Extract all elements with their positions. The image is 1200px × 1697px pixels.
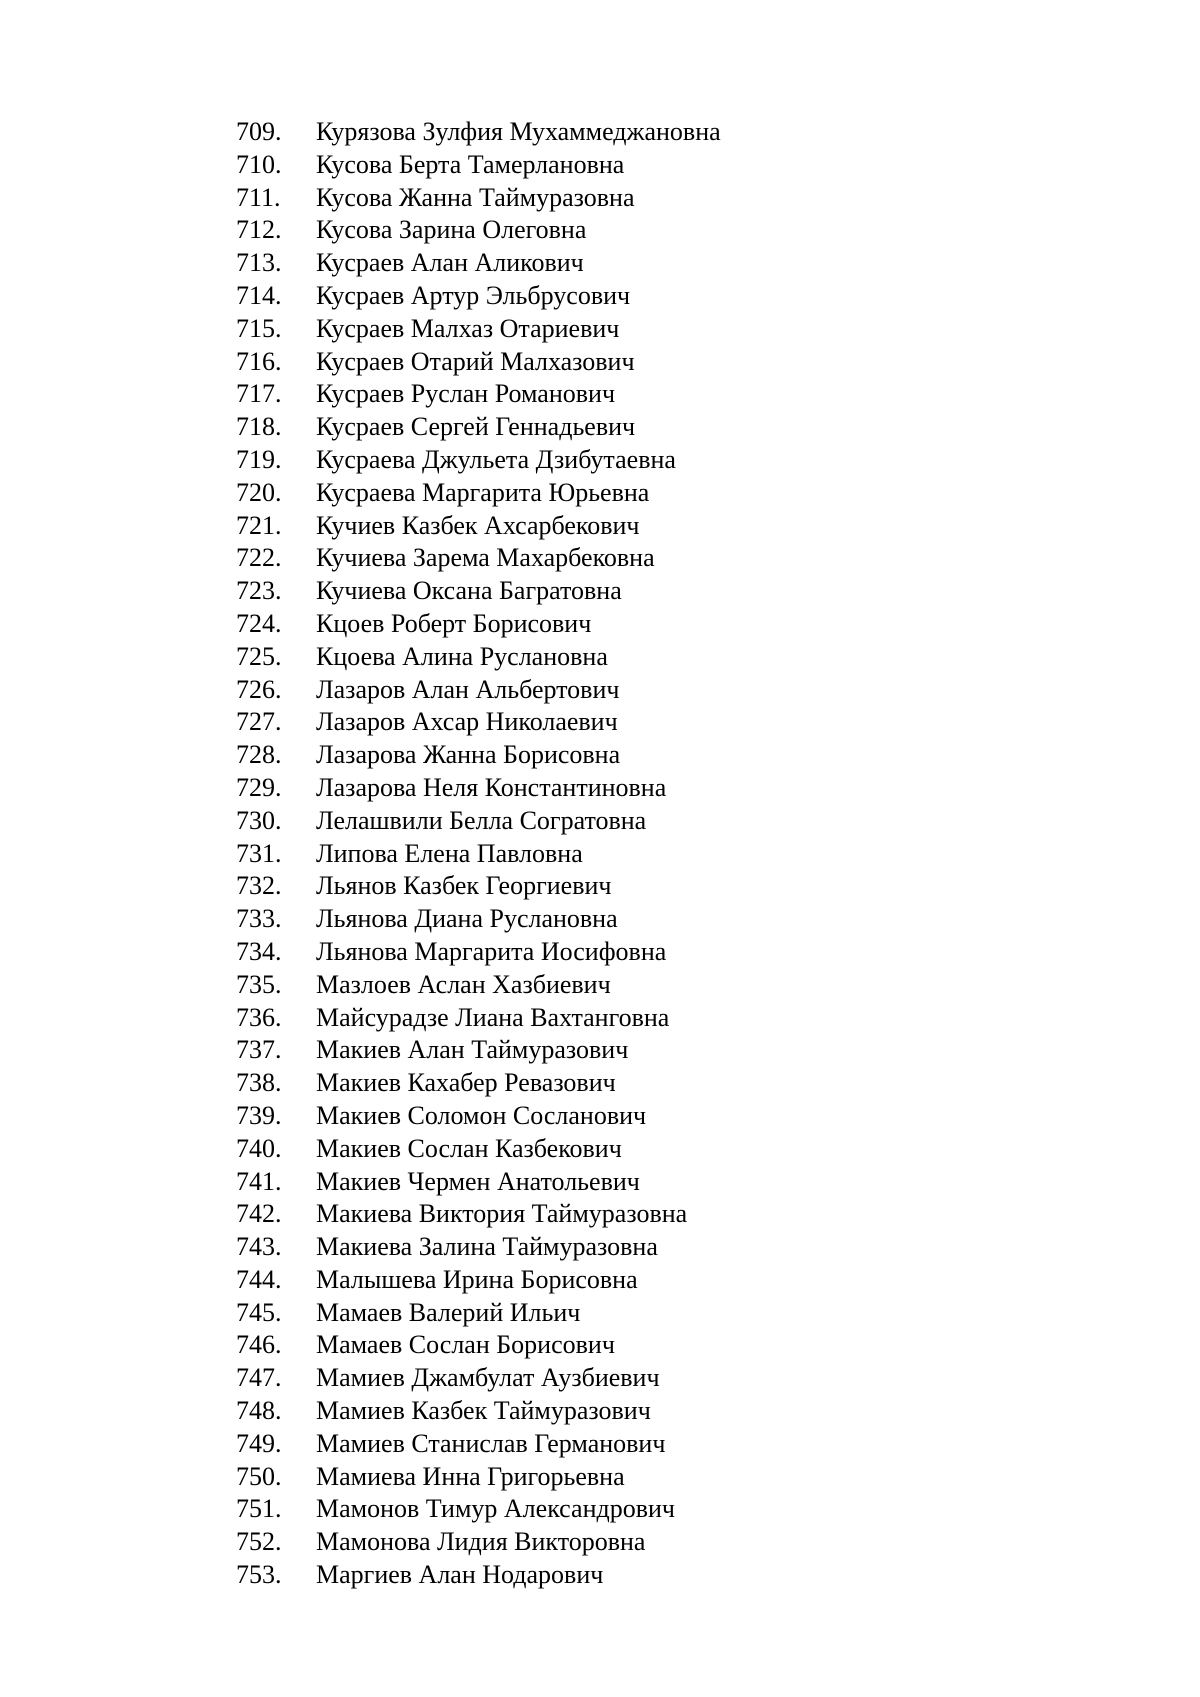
- person-name: Кцоева Алина Руслановна: [316, 641, 608, 671]
- list-item: [0, 280, 1200, 313]
- list-item: [0, 1428, 1200, 1461]
- item-number: 749.: [236, 1428, 282, 1458]
- item-number: 745.: [236, 1297, 282, 1327]
- list-item: [0, 674, 1200, 707]
- person-name: Макиев Соломон Сосланович: [316, 1100, 647, 1130]
- person-name: Кцоев Роберт Борисович: [316, 608, 592, 638]
- person-name: Макиев Чермен Анатольевич: [316, 1166, 640, 1196]
- person-name: Мамиев Казбек Таймуразович: [316, 1396, 651, 1426]
- person-name: Макиев Кахабер Ревазович: [316, 1068, 616, 1098]
- list-item: [0, 214, 1200, 247]
- list-item: [0, 1264, 1200, 1297]
- item-number: 736.: [236, 1002, 282, 1032]
- person-name: Лазарова Жанна Борисовна: [316, 740, 621, 770]
- person-name: Мамиева Инна Григорьевна: [316, 1461, 625, 1491]
- list-item: [0, 1461, 1200, 1494]
- person-name: Мазлоев Аслан Хазбиевич: [316, 969, 611, 999]
- item-number: 751.: [236, 1494, 282, 1524]
- list-item: [0, 510, 1200, 543]
- item-number: 730.: [236, 805, 282, 835]
- person-name: Мамаев Валерий Ильич: [316, 1297, 581, 1327]
- list-item: [0, 346, 1200, 379]
- item-number: 711.: [236, 182, 281, 212]
- list-item: [0, 313, 1200, 346]
- person-name: Льянов Казбек Георгиевич: [316, 871, 612, 901]
- list-item: [0, 1395, 1200, 1428]
- item-number: 727.: [236, 707, 282, 737]
- person-name: Мамаев Сослан Борисович: [316, 1330, 615, 1360]
- person-name: Мамонова Лидия Викторовна: [316, 1527, 646, 1557]
- name-list: [0, 116, 1200, 1592]
- list-item: [0, 739, 1200, 772]
- person-name: Кусова Зарина Олеговна: [316, 215, 587, 245]
- list-item: [0, 608, 1200, 641]
- item-number: 723.: [236, 576, 282, 606]
- item-number: 726.: [236, 674, 282, 704]
- person-name: Мамиев Джамбулат Аузбиевич: [316, 1363, 660, 1393]
- list-item: [0, 149, 1200, 182]
- item-number: 718.: [236, 412, 282, 442]
- list-item: [0, 641, 1200, 674]
- person-name: Лазаров Ахсар Николаевич: [316, 707, 618, 737]
- person-name: Мамонов Тимур Александрович: [316, 1494, 675, 1524]
- person-name: Кусраева Маргарита Юрьевна: [316, 477, 650, 507]
- item-number: 743.: [236, 1232, 282, 1262]
- item-number: 748.: [236, 1396, 282, 1426]
- person-name: Кусова Берта Тамерлановна: [316, 149, 625, 179]
- person-name: Кусраева Джульета Дзибутаевна: [316, 444, 676, 474]
- list-item: [0, 936, 1200, 969]
- person-name: Кусраев Малхаз Отариевич: [316, 313, 620, 343]
- person-name: Кучиева Оксана Багратовна: [316, 576, 622, 606]
- item-number: 737.: [236, 1035, 282, 1065]
- list-item: [0, 1166, 1200, 1199]
- person-name: Кусова Жанна Таймуразовна: [316, 182, 635, 212]
- list-item: [0, 1067, 1200, 1100]
- item-number: 731.: [236, 838, 282, 868]
- item-number: 734.: [236, 936, 282, 966]
- item-number: 744.: [236, 1264, 282, 1294]
- item-number: 742.: [236, 1199, 282, 1229]
- list-item: [0, 247, 1200, 280]
- person-name: Майсурадзе Лиана Вахтанговна: [316, 1002, 670, 1032]
- item-number: 720.: [236, 477, 282, 507]
- list-item: [0, 477, 1200, 510]
- item-number: 741.: [236, 1166, 282, 1196]
- item-number: 719.: [236, 444, 282, 474]
- person-name: Макиева Залина Таймуразовна: [316, 1232, 658, 1262]
- item-number: 733.: [236, 904, 282, 934]
- person-name: Кусраев Отарий Малхазович: [316, 346, 635, 376]
- item-number: 710.: [236, 149, 282, 179]
- list-item: [0, 1362, 1200, 1395]
- item-number: 746.: [236, 1330, 282, 1360]
- item-number: 715.: [236, 313, 282, 343]
- item-number: 713.: [236, 248, 282, 278]
- person-name: Малышева Ирина Борисовна: [316, 1264, 638, 1294]
- list-item: [0, 1231, 1200, 1264]
- list-item: [0, 706, 1200, 739]
- list-item: [0, 444, 1200, 477]
- list-item: [0, 870, 1200, 903]
- item-number: 716.: [236, 346, 282, 376]
- list-item: [0, 838, 1200, 871]
- item-number: 740.: [236, 1133, 282, 1163]
- list-item: [0, 411, 1200, 444]
- person-name: Кучиева Зарема Махарбековна: [316, 543, 655, 573]
- item-number: 717.: [236, 379, 282, 409]
- item-number: 735.: [236, 969, 282, 999]
- list-item: [0, 378, 1200, 411]
- list-item: [0, 1002, 1200, 1035]
- item-number: 732.: [236, 871, 282, 901]
- item-number: 721.: [236, 510, 282, 540]
- list-item: [0, 1493, 1200, 1526]
- person-name: Мамиев Станислав Германович: [316, 1428, 666, 1458]
- person-name: Лазаров Алан Альбертович: [316, 674, 620, 704]
- list-item: [0, 1559, 1200, 1592]
- list-item: [0, 1034, 1200, 1067]
- list-item: [0, 1198, 1200, 1231]
- list-item: [0, 542, 1200, 575]
- list-item: [0, 1329, 1200, 1362]
- list-item: [0, 969, 1200, 1002]
- item-number: 747.: [236, 1363, 282, 1393]
- person-name: Льянова Диана Руслановна: [316, 904, 618, 934]
- item-number: 709.: [236, 117, 282, 146]
- item-number: 714.: [236, 280, 282, 310]
- list-item: [0, 116, 1200, 149]
- list-item: [0, 1133, 1200, 1166]
- item-number: 724.: [236, 608, 282, 638]
- person-name: Маргиев Алан Нодарович: [316, 1560, 604, 1590]
- person-name: Кучиев Казбек Ахсарбекович: [316, 510, 640, 540]
- item-number: 752.: [236, 1527, 282, 1557]
- person-name: Кусраев Руслан Романович: [316, 379, 616, 409]
- list-item: [0, 182, 1200, 215]
- list-item: [0, 903, 1200, 936]
- person-name: Макиев Сослан Казбекович: [316, 1133, 622, 1163]
- person-name: Кусраев Алан Аликович: [316, 248, 584, 278]
- list-item: [0, 772, 1200, 805]
- person-name: Лелашвили Белла Согратовна: [316, 805, 647, 835]
- list-item: [0, 805, 1200, 838]
- list-item: [0, 1297, 1200, 1330]
- item-number: 729.: [236, 772, 282, 802]
- list-item: [0, 1526, 1200, 1559]
- item-number: 753.: [236, 1560, 282, 1590]
- item-number: 728.: [236, 740, 282, 770]
- item-number: 750.: [236, 1461, 282, 1491]
- person-name: Макиев Алан Таймуразович: [316, 1035, 629, 1065]
- person-name: Липова Елена Павловна: [316, 838, 583, 868]
- person-name: Льянова Маргарита Иосифовна: [316, 936, 667, 966]
- person-name: Курязова Зулфия Мухаммеджановна: [316, 117, 721, 146]
- list-item: [0, 1100, 1200, 1133]
- list-item: [0, 575, 1200, 608]
- item-number: 738.: [236, 1068, 282, 1098]
- person-name: Макиева Виктория Таймуразовна: [316, 1199, 688, 1229]
- person-name: Лазарова Неля Константиновна: [316, 772, 667, 802]
- item-number: 712.: [236, 215, 282, 245]
- item-number: 722.: [236, 543, 282, 573]
- item-number: 725.: [236, 641, 282, 671]
- person-name: Кусраев Артур Эльбрусович: [316, 280, 631, 310]
- item-number: 739.: [236, 1100, 282, 1130]
- person-name: Кусраев Сергей Геннадьевич: [316, 412, 636, 442]
